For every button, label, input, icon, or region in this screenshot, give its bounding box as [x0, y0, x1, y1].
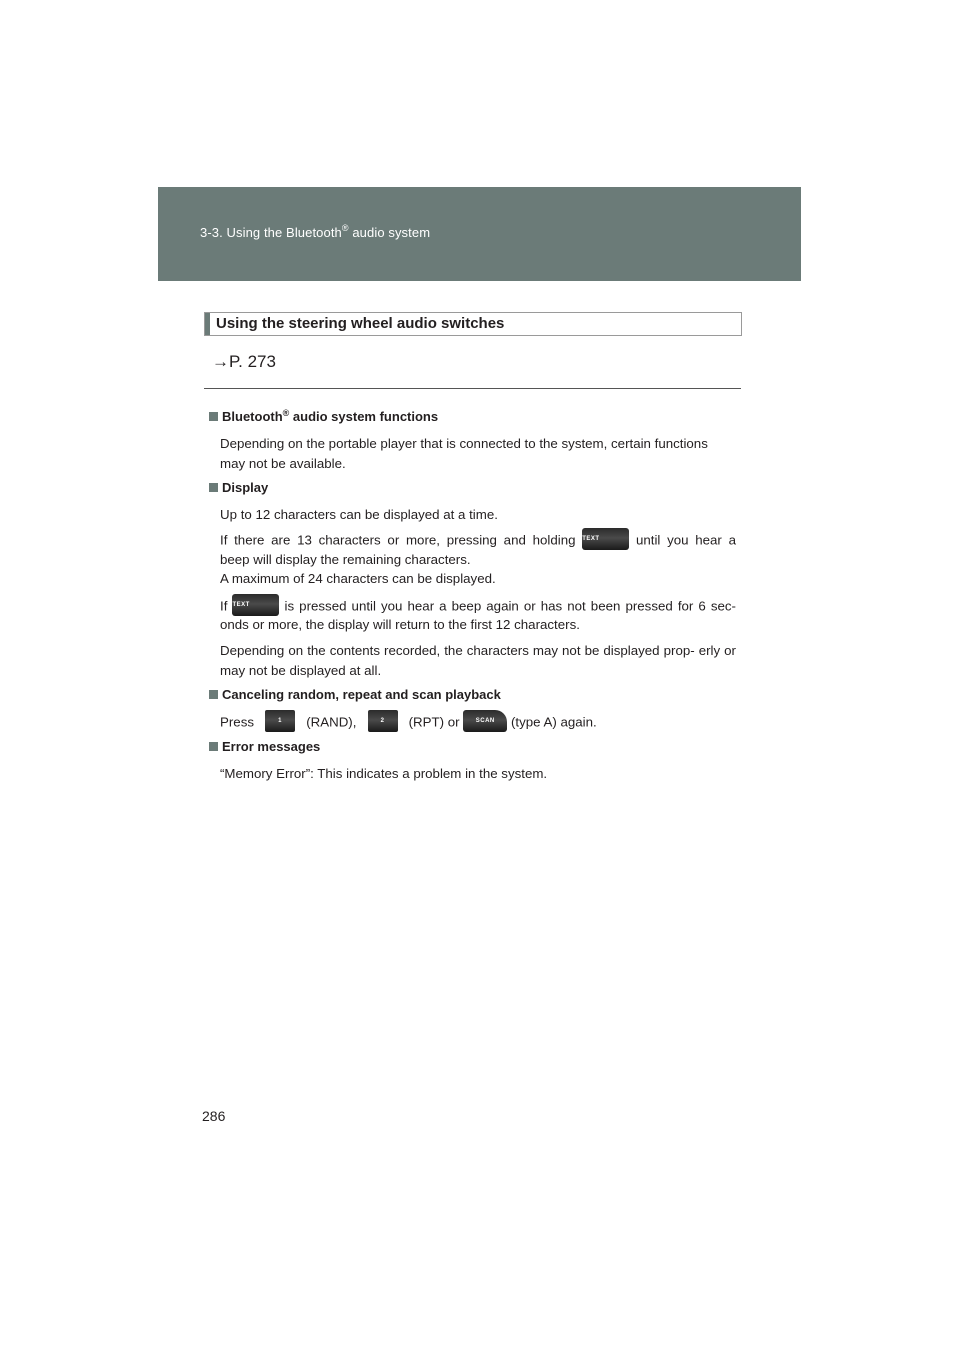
note-heading-bluetooth	[209, 408, 438, 424]
note-text-errors: “Memory Error”: This indicates a problem in the system.	[220, 766, 548, 781]
note-title-text: Display	[222, 480, 269, 495]
display-line-5: Depending on the contents recorded, the characters may not be displayed prop- erly or may not be displayed at all.	[220, 643, 736, 678]
note-title-text: Bluetooth	[222, 409, 283, 424]
button-2-icon: 2	[368, 710, 398, 732]
text-button-icon: TEXT	[232, 594, 279, 616]
display-line-3: A maximum of 24 characters can be displayed.	[220, 571, 496, 586]
note-heading-errors	[209, 739, 320, 754]
note-title-text: Error messages	[222, 739, 321, 754]
divider	[204, 388, 741, 389]
note-text-bluetooth: Depending on the portable player that is connected to the system, certain functions may not be available.	[220, 436, 708, 471]
chapter-title	[200, 223, 430, 240]
registered-mark: ®	[282, 408, 290, 418]
press-text: Press	[220, 714, 254, 730]
chapter-title-text: 3-3. Using the Bluetooth	[200, 225, 342, 240]
display-line-2-end: until you hear a	[635, 532, 736, 548]
display-line-4-start: If	[220, 598, 228, 614]
display-line-2-cont: beep will display the remaining characters.	[220, 552, 471, 567]
rpt-text: (RPT) or	[408, 714, 460, 730]
display-line-2-start: If there are 13 characters or more, pressing and holding	[220, 532, 576, 548]
note-title-text: Canceling random, repeat and scan playback	[222, 687, 501, 702]
page-reference: →P. 273	[212, 352, 276, 371]
type-a-text: (type A) again.	[510, 714, 597, 730]
canceling-line	[220, 712, 736, 734]
display-line-2	[220, 530, 736, 552]
note-heading-canceling	[209, 687, 501, 702]
registered-mark: ®	[341, 223, 349, 233]
page-number: 286	[202, 1108, 226, 1124]
display-line-4-cont: onds or more, the display will return to the first 12 characters.	[220, 617, 580, 632]
display-line-1: Up to 12 characters can be displayed at a time.	[220, 507, 498, 522]
section-title: Using the steering wheel audio switches	[216, 315, 505, 332]
note-heading-display	[209, 480, 268, 495]
chapter-title-suffix: audio system	[348, 225, 431, 240]
text-button-icon: TEXT	[582, 528, 629, 550]
square-bullet-icon	[209, 483, 218, 492]
square-bullet-icon	[209, 412, 218, 421]
section-heading-box	[204, 312, 742, 336]
section-heading-bar	[205, 313, 210, 335]
note-title-suffix: audio system functions	[289, 409, 439, 424]
rand-text: (RAND),	[306, 714, 357, 730]
square-bullet-icon	[209, 690, 218, 699]
button-1-icon: 1	[265, 710, 295, 732]
display-line-4-end: is pressed until you hear a beep again or has not been pressed for 6 sec-	[284, 598, 736, 614]
scan-button-icon: SCAN	[463, 710, 507, 732]
chapter-header	[158, 187, 801, 281]
square-bullet-icon	[209, 742, 218, 751]
